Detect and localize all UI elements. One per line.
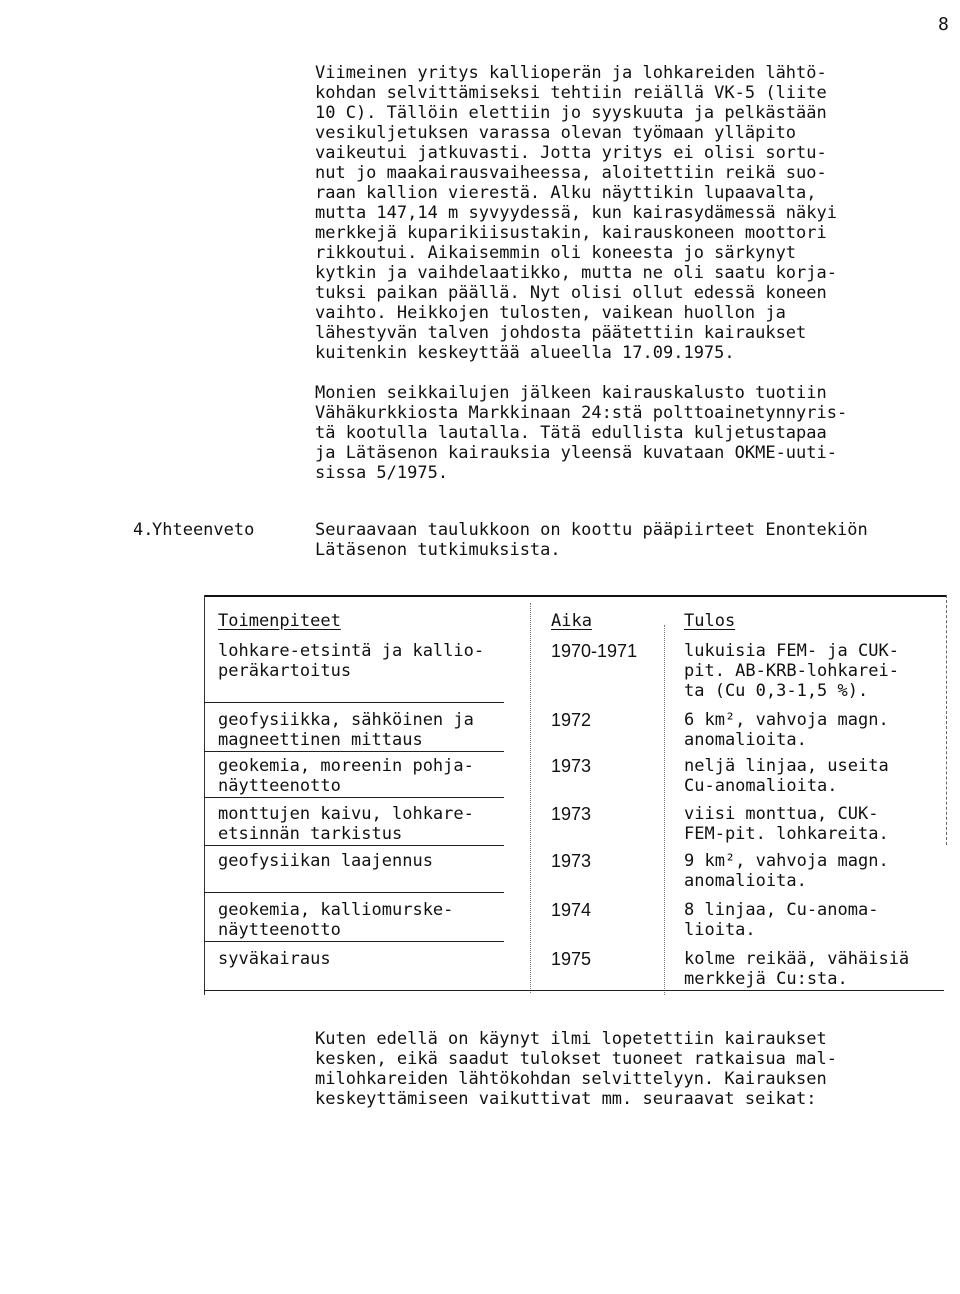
table-cell-result: pit. AB-KRB-lohkarei-: [684, 661, 899, 681]
text-line: Kuten edellä on käynyt ilmi lopetettiin kairaukset: [315, 1029, 827, 1049]
table-cell-result: 9 km², vahvoja magn.: [684, 851, 889, 871]
table-cell-result: FEM-pit. lohkareita.: [684, 824, 889, 844]
table-cell-result: lioita.: [684, 920, 756, 940]
table-cell-result: merkkejä Cu:sta.: [684, 969, 848, 989]
table-cell-time: 1972: [551, 710, 592, 730]
text-line: milohkareiden lähtökohdan selvittelyyn. Kairauksen: [315, 1069, 827, 1089]
table-cell-time: 1974: [551, 900, 592, 920]
table-cell-measure: magneettinen mittaus: [218, 730, 423, 750]
table-cell-time: 1973: [551, 804, 592, 824]
text-line: 10 C). Tällöin elettiin jo syyskuuta ja pelkästään: [315, 103, 827, 123]
table-cell-time: 1970-1971: [551, 641, 638, 661]
table-cell-result: viisi monttua, CUK-: [684, 804, 879, 824]
table-cell-measure: etsinnän tarkistus: [218, 824, 403, 844]
header-result: Tulos: [684, 611, 736, 631]
text-line: kytkin ja vaihdelaatikko, mutta ne oli saatu korja-: [315, 263, 837, 283]
row-separator: [204, 702, 504, 703]
header-measures: Toimenpiteet: [218, 611, 341, 631]
text-line: tä kootulla lautalla. Tätä edullista kuljetustapaa: [315, 423, 827, 443]
text-line: Seuraavaan taulukkoon on koottu pääpiirteet Enontekiön: [315, 520, 868, 540]
text-line: keskeyttämiseen vaikuttivat mm. seuraavat seikat:: [315, 1089, 817, 1109]
text-line: kuitenkin keskeyttää alueella 17.09.1975.: [315, 343, 735, 363]
table-cell-measure: näytteenotto: [218, 776, 341, 796]
table-cell-result: kolme reikää, vähäisiä: [684, 949, 910, 969]
text-line: Vähäkurkkiosta Markkinaan 24:stä polttoainetynnyris-: [315, 403, 848, 423]
table-top-rule: [204, 595, 946, 597]
text-line: merkkejä kuparikiisustakin, kairauskoneen moottori: [315, 223, 827, 243]
row-separator: [204, 751, 504, 752]
table-cell-measure: lohkare-etsintä ja kallio-: [218, 641, 485, 661]
section-number: 4.: [133, 520, 154, 540]
text-line: ja Lätäsenon kairauksia yleensä kuvataan OKME-uuti-: [315, 443, 837, 463]
text-line: Monien seikkailujen jälkeen kairauskalusto tuotiin: [315, 383, 827, 403]
paragraph-drilling-attempt: [315, 63, 837, 363]
table-cell-measure: näytteenotto: [218, 920, 341, 940]
table-cell-result: anomalioita.: [684, 730, 807, 750]
row-separator: [204, 797, 504, 798]
text-line: sissa 5/1975.: [315, 463, 449, 483]
text-line: vesikuljetuksen varassa olevan työmaan ylläpito: [315, 123, 797, 143]
text-line: Viimeinen yritys kallioperän ja lohkareiden lähtö-: [315, 63, 827, 83]
table-cell-measure: peräkartoitus: [218, 661, 352, 681]
page-number: 8: [938, 14, 949, 35]
table-cell-measure: monttujen kaivu, lohkare-: [218, 804, 474, 824]
table-right-rule: [946, 595, 948, 845]
text-line: tuksi paikan päällä. Nyt olisi ollut edessä koneen: [315, 283, 827, 303]
closing-paragraph: [315, 1029, 837, 1109]
table-cell-result: ta (Cu 0,3-1,5 %).: [684, 681, 869, 701]
table-cell-result: anomalioita.: [684, 871, 807, 891]
text-line: nut jo maakairausvaiheessa, aloitettiin reikä suo-: [315, 163, 827, 183]
column-divider: [664, 625, 666, 995]
summary-table: [204, 595, 950, 998]
table-cell-result: Cu-anomalioita.: [684, 776, 838, 796]
text-line: kohdan selvittämiseksi tehtiin reiällä VK-5 (liite: [315, 83, 827, 103]
table-cell-result: 6 km², vahvoja magn.: [684, 710, 889, 730]
text-line: Lätäsenon tutkimuksista.: [315, 540, 561, 560]
table-cell-measure: geokemia, kalliomurske-: [218, 900, 454, 920]
table-cell-time: 1973: [551, 851, 592, 871]
text-line: raan kallion vierestä. Alku näyttikin lupaavalta,: [315, 183, 817, 203]
table-cell-measure: geokemia, moreenin pohja-: [218, 756, 474, 776]
text-line: vaikeutui jatkuvasti. Jotta yritys ei olisi sortu-: [315, 143, 827, 163]
table-cell-time: 1975: [551, 949, 592, 969]
row-separator: [204, 892, 504, 893]
text-line: kesken, eikä saadut tulokset tuoneet ratkaisua mal-: [315, 1049, 837, 1069]
row-separator: [204, 845, 504, 846]
text-line: mutta 147,14 m syvyydessä, kun kairasydämessä näkyi: [315, 203, 837, 223]
table-cell-measure: geofysiikka, sähköinen ja: [218, 710, 474, 730]
table-left-rule: [204, 595, 205, 995]
table-cell-time: 1973: [551, 756, 592, 776]
column-divider: [530, 603, 532, 993]
row-separator: [204, 990, 944, 991]
text-line: rikkoutui. Aikaisemmin oli koneesta jo särkynyt: [315, 243, 797, 263]
section-intro: [315, 520, 868, 560]
table-cell-result: lukuisia FEM- ja CUK-: [684, 641, 899, 661]
header-time: Aika: [551, 611, 592, 631]
row-separator: [204, 941, 504, 942]
text-line: vaihto. Heikkojen tulosten, vaikean huollon ja: [315, 303, 786, 323]
section-title: Yhteenveto: [152, 520, 255, 540]
table-cell-result: neljä linjaa, useita: [684, 756, 889, 776]
table-cell-result: 8 linjaa, Cu-anoma-: [684, 900, 879, 920]
text-line: lähestyvän talven johdosta päätettiin kairaukset: [315, 323, 807, 343]
paragraph-transport: [315, 383, 847, 483]
table-cell-measure: geofysiikan laajennus: [218, 851, 433, 871]
table-cell-measure: syväkairaus: [218, 949, 331, 969]
